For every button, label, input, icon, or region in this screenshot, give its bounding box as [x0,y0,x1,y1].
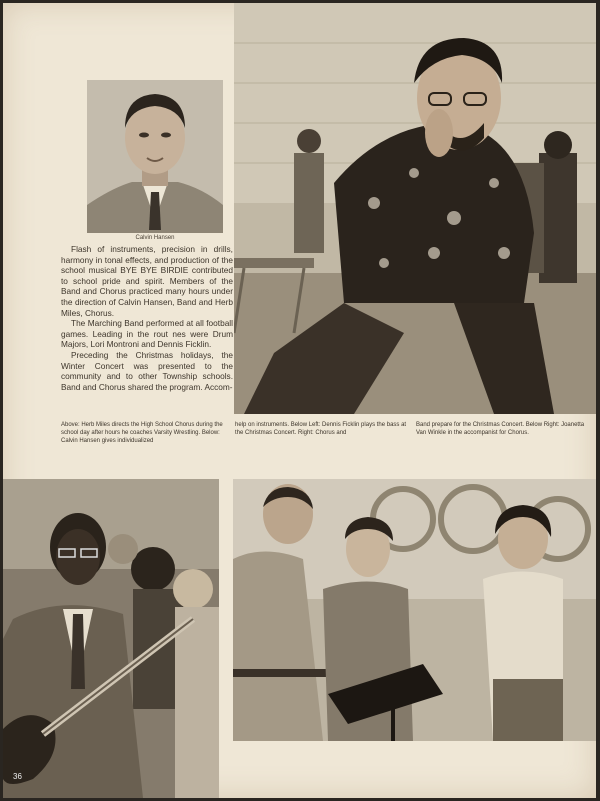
rehearsal-illustration [233,479,596,741]
bass-player-photo [3,479,219,798]
yearbook-page [3,3,596,798]
paragraph-2: The Marching Band performed at all football games. Leading in the rout nes were Drum Majors, Lori Montroni and Dennis Ficklin. [61,318,233,350]
chorus-director-illustration [234,3,596,414]
paragraph-3: Preceding the Christmas holidays, the Winter Concert was presented to the community and to other Township schools. Band and Chorus shared the program. Accom- [61,349,233,392]
rehearsal-photo [233,479,596,741]
bass-player-illustration [3,479,219,798]
portrait-photo [87,80,223,233]
page-number: 36 [13,772,22,781]
portrait-illustration [87,80,223,233]
caption-column-2: help on instruments. Below Left: Dennis Ficklin plays the bass at the Christmas Concert. Right: Chorus and [235,422,407,436]
caption-column-1: Above: Herb Miles directs the High School Chorus during the school day after hours he coaches Varsity Wrestling. Below: Calvin Hansen gives individualized [61,422,223,444]
caption-column-3: Band prepare for the Christmas Concert. Below Right: Joanetta Van Winkle in the accompanist for Chorus. [416,422,585,436]
portrait-caption: Calvin Hansen [135,235,175,241]
article-body [61,244,233,392]
chorus-director-photo [234,3,596,414]
paragraph-1: Flash of instruments, precision in drills, harmony in tonal effects, and production of the school musical BYE BYE BIRDIE contributed to school pride and spirit. Members of the Band and Chorus practiced many hours under the direction of Calvin Hansen, Band and Herb Miles, Chorus. [61,244,233,318]
